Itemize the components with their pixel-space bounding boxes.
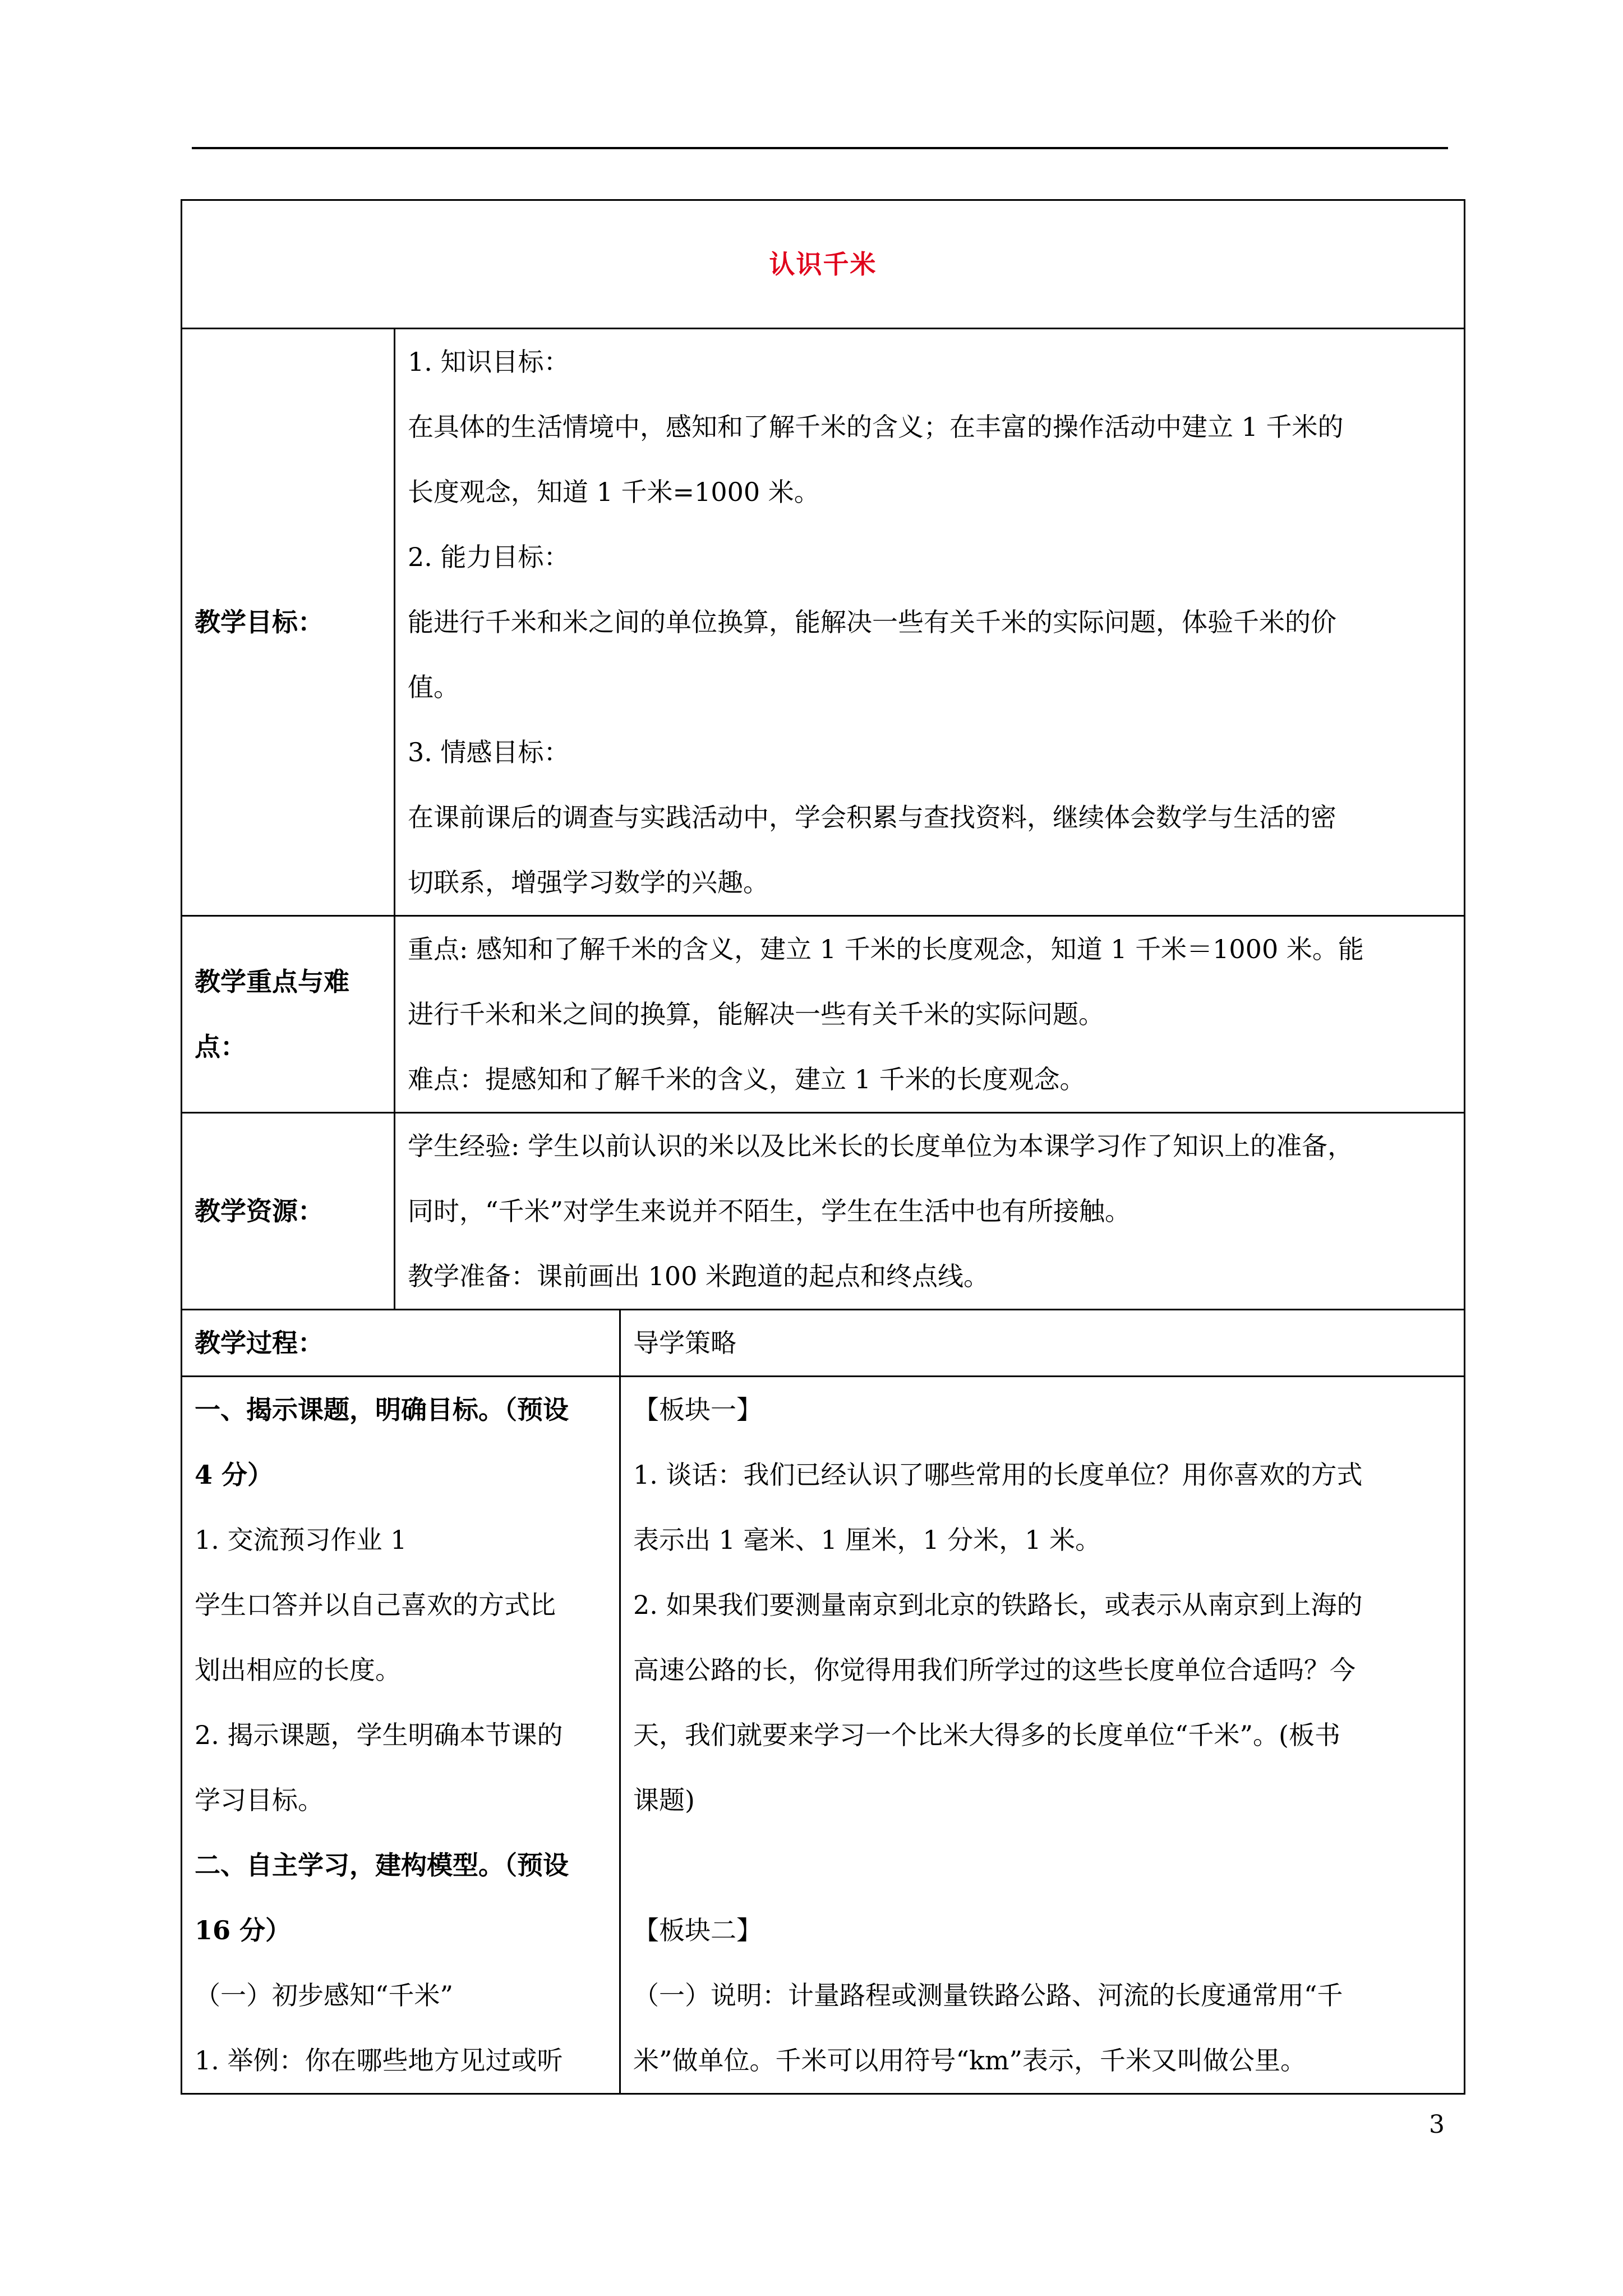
objectives-content <box>395 329 1465 916</box>
strategy-line: 【板块二】 <box>633 1915 762 1945</box>
process-step-line: 16 分） <box>195 1915 292 1945</box>
resources-row <box>182 1113 1465 1310</box>
page-number: 3 <box>1429 2110 1445 2139</box>
strategy-line: 米”做单位。千米可以用符号“km”表示，千米又叫做公里。 <box>633 2045 1307 2076</box>
key-points-line: 难点：提感知和了解千米的含义，建立 1 千米的长度观念。 <box>408 1064 1086 1094</box>
strategy-line: 天，我们就要来学习一个比米大得多的长度单位“千米”。(板书 <box>633 1720 1340 1750</box>
header-rule <box>192 147 1448 149</box>
objectives-line: 在具体的生活情境中，感知和了解千米的含义；在丰富的操作活动中建立 1 千米的 <box>408 412 1344 442</box>
strategy-line: 1. 谈话：我们已经认识了哪些常用的长度单位？用你喜欢的方式 <box>633 1460 1363 1490</box>
objectives-line: 在课前课后的调查与实践活动中，学会积累与查找资料，继续体会数学与生活的密 <box>408 802 1336 832</box>
process-step-line: 1. 交流预习作业 1 <box>195 1525 407 1555</box>
key-points-label-line: 点： <box>195 1032 246 1062</box>
page-title: 认识千米 <box>182 200 1465 329</box>
strategy-content <box>620 1377 1465 2094</box>
lesson-plan-table <box>181 199 1465 2095</box>
key-points-label <box>182 916 395 1113</box>
resources-line: 教学准备：课前画出 100 米跑道的起点和终点线。 <box>408 1261 990 1291</box>
key-points-line: 进行千米和米之间的换算，能解决一些有关千米的实际问题。 <box>408 999 1104 1029</box>
blank-line <box>633 1833 1451 1898</box>
strategy-line: （一）说明：计量路程或测量铁路公路、河流的长度通常用“千 <box>633 1980 1343 2010</box>
objectives-line: 切联系，增强学习数学的兴趣。 <box>408 867 769 898</box>
process-steps <box>182 1377 620 2094</box>
process-step-line: 1. 举例：你在哪些地方见过或听 <box>195 2045 563 2076</box>
resources-line: 同时，“千米”对学生来说并不陌生，学生在生活中也有所接触。 <box>408 1196 1131 1226</box>
objectives-line: 值。 <box>408 672 459 702</box>
objectives-line: 2. 能力目标： <box>408 542 570 572</box>
objectives-row <box>182 329 1465 916</box>
objectives-line: 1. 知识目标： <box>408 347 570 377</box>
process-header-row <box>182 1310 1465 1377</box>
process-step-line: 学习目标。 <box>195 1785 324 1815</box>
process-step-line: （一）初步感知“千米” <box>195 1980 454 2010</box>
process-step-line: 学生口答并以自己喜欢的方式比 <box>195 1590 556 1620</box>
title-row <box>182 200 1465 329</box>
process-step-line: 4 分） <box>195 1460 274 1490</box>
resources-label: 教学资源： <box>182 1113 395 1310</box>
process-label: 教学过程： <box>182 1310 620 1377</box>
objectives-line: 长度观念，知道 1 千米=1000 米。 <box>408 477 820 507</box>
key-points-content <box>395 916 1465 1113</box>
objectives-line: 3. 情感目标： <box>408 737 570 767</box>
process-content-row <box>182 1377 1465 2094</box>
strategy-line: 表示出 1 毫米、1 厘米，1 分米，1 米。 <box>633 1525 1101 1555</box>
objectives-line: 能进行千米和米之间的单位换算，能解决一些有关千米的实际问题，体验千米的价 <box>408 607 1336 637</box>
resources-line: 学生经验: 学生以前认识的米以及比米长的长度单位为本课学习作了知识上的准备， <box>408 1131 1354 1161</box>
strategy-line: 课题) <box>633 1785 695 1815</box>
strategy-line: 【板块一】 <box>633 1395 762 1425</box>
strategy-label: 导学策略 <box>620 1310 1465 1377</box>
process-step-line: 二、自主学习，建构模型。（预设 <box>195 1850 569 1880</box>
key-points-line: 重点: 感知和了解千米的含义，建立 1 千米的长度观念，知道 1 千米＝1000 米。能 <box>408 934 1364 964</box>
key-points-row <box>182 916 1465 1113</box>
strategy-line: 高速公路的长，你觉得用我们所学过的这些长度单位合适吗？今 <box>633 1655 1355 1685</box>
process-step-line: 一、揭示课题，明确目标。（预设 <box>195 1395 569 1425</box>
strategy-line: 2. 如果我们要测量南京到北京的铁路长，或表示从南京到上海的 <box>633 1590 1363 1620</box>
resources-content <box>395 1113 1465 1310</box>
process-step-line: 划出相应的长度。 <box>195 1655 401 1685</box>
key-points-label-line: 教学重点与难 <box>195 967 349 997</box>
process-step-line: 2. 揭示课题，学生明确本节课的 <box>195 1720 563 1750</box>
objectives-label: 教学目标： <box>182 329 395 916</box>
